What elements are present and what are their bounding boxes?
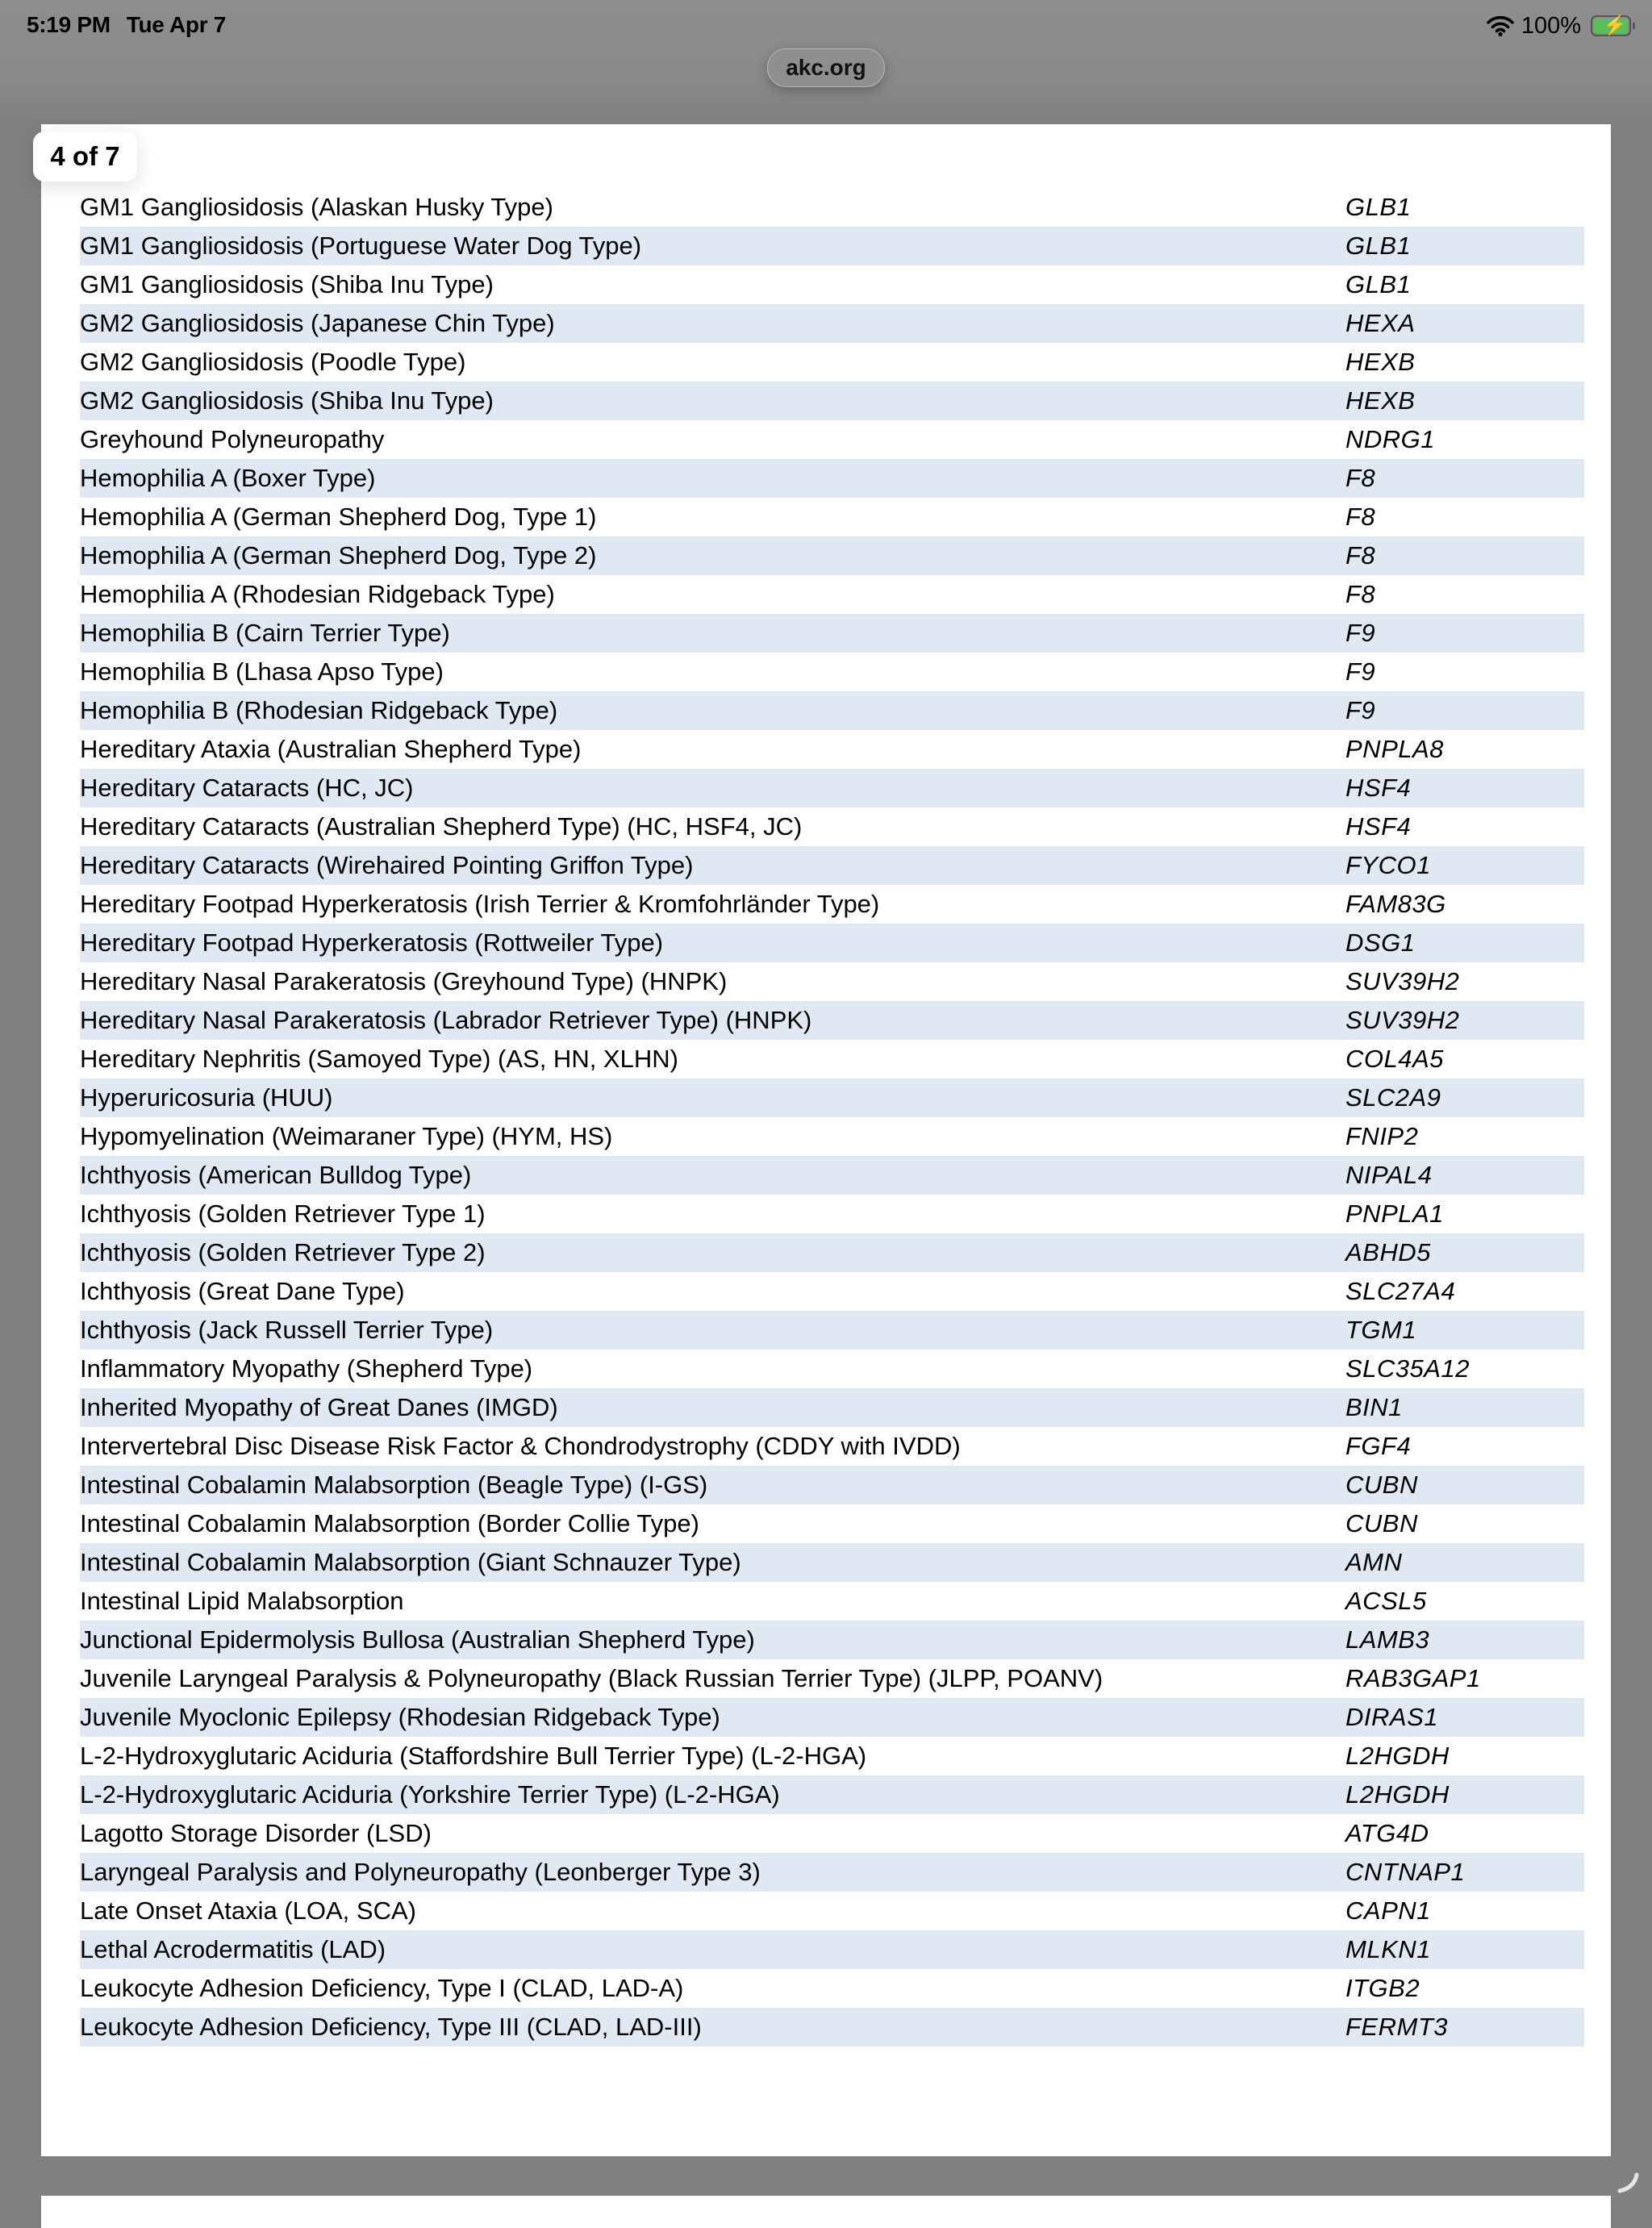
disease-name-cell: Intestinal Cobalamin Malabsorption (Giant Schnauzer Type): [80, 1548, 741, 1576]
table-row: [80, 1079, 1584, 1117]
table-row: [80, 1233, 1584, 1272]
disease-name-cell: GM2 Gangliosidosis (Shiba Inu Type): [80, 386, 494, 415]
disease-name-cell: Laryngeal Paralysis and Polyneuropathy (Leonberger Type 3): [80, 1858, 761, 1886]
table-row: [80, 1427, 1584, 1466]
gene-cell: F9: [1345, 696, 1376, 724]
table-row: [80, 730, 1584, 769]
gene-cell: F8: [1345, 580, 1376, 608]
disease-name-cell: Hereditary Footpad Hyperkeratosis (Irish Terrier & Kromfohrländer Type): [80, 890, 880, 918]
table-row: [80, 498, 1584, 536]
table-row: [80, 1311, 1584, 1350]
disease-name-cell: Hereditary Ataxia (Australian Shepherd Type): [80, 735, 582, 763]
gene-cell: F8: [1345, 503, 1376, 531]
table-row: [80, 1698, 1584, 1737]
disease-name-cell: Ichthyosis (Great Dane Type): [80, 1277, 405, 1305]
status-bar-indicators: [1486, 11, 1631, 40]
battery-percent: 100%: [1521, 12, 1581, 39]
table-row: [80, 769, 1584, 807]
table-row: [80, 691, 1584, 730]
disease-name-cell: Ichthyosis (Golden Retriever Type 2): [80, 1238, 486, 1266]
gene-cell: GLB1: [1345, 232, 1412, 260]
table-row: [80, 1466, 1584, 1504]
gene-cell: FERMT3: [1345, 2013, 1448, 2041]
table-row: [80, 420, 1584, 459]
gene-cell: LAMB3: [1345, 1625, 1430, 1654]
gene-cell: BIN1: [1345, 1393, 1403, 1421]
disease-name-cell: Juvenile Laryngeal Paralysis & Polyneuropathy (Black Russian Terrier Type) (JLPP, POANV): [80, 1664, 1103, 1692]
disease-name-cell: GM1 Gangliosidosis (Alaskan Husky Type): [80, 193, 553, 221]
disease-name-cell: Intestinal Cobalamin Malabsorption (Border Collie Type): [80, 1509, 699, 1537]
table-row: [80, 1350, 1584, 1388]
charging-bolt-icon: ⚡: [1603, 15, 1627, 36]
gene-cell: AMN: [1345, 1548, 1403, 1576]
gene-cell: DSG1: [1345, 928, 1416, 957]
table-row: [80, 1659, 1584, 1698]
gene-cell: SLC35A12: [1345, 1354, 1470, 1383]
disease-name-cell: Leukocyte Adhesion Deficiency, Type III (CLAD, LAD-III): [80, 2013, 702, 2041]
url-address-pill[interactable]: [767, 48, 885, 87]
table-row: [80, 265, 1584, 304]
disease-name-cell: Junctional Epidermolysis Bullosa (Australian Shepherd Type): [80, 1625, 755, 1654]
table-row: [80, 846, 1584, 885]
disease-name-cell: Hereditary Nephritis (Samoyed Type) (AS, HN, XLHN): [80, 1045, 678, 1073]
disease-name-cell: Hereditary Nasal Parakeratosis (Greyhound Type) (HNPK): [80, 967, 728, 995]
table-row: [80, 575, 1584, 614]
disease-name-cell: Hemophilia A (Rhodesian Ridgeback Type): [80, 580, 555, 608]
table-row: [80, 1582, 1584, 1621]
gene-cell: HSF4: [1345, 812, 1412, 841]
disease-gene-table: [80, 188, 1584, 2047]
table-row: [80, 536, 1584, 575]
gene-cell: FAM83G: [1345, 890, 1446, 918]
disease-name-cell: L-2-Hydroxyglutaric Aciduria (Staffordshire Bull Terrier Type) (L-2-HGA): [80, 1742, 867, 1770]
table-row: [80, 304, 1584, 343]
gene-cell: SLC2A9: [1345, 1083, 1441, 1112]
browser-top-bar: [0, 0, 1652, 124]
disease-name-cell: Late Onset Ataxia (LOA, SCA): [80, 1896, 416, 1925]
table-row: [80, 614, 1584, 653]
table-row: [80, 1272, 1584, 1311]
disease-name-cell: GM2 Gangliosidosis (Japanese Chin Type): [80, 309, 555, 337]
table-row: [80, 1775, 1584, 1814]
table-row: [80, 1892, 1584, 1930]
gene-cell: L2HGDH: [1345, 1742, 1450, 1770]
disease-name-cell: Ichthyosis (Golden Retriever Type 1): [80, 1200, 486, 1228]
table-row: [80, 1814, 1584, 1853]
table-row: [80, 2008, 1584, 2047]
gene-cell: HEXB: [1345, 386, 1416, 415]
table-row: [80, 1543, 1584, 1582]
gene-cell: F9: [1345, 657, 1376, 686]
disease-name-cell: Hemophilia A (Boxer Type): [80, 464, 376, 492]
gene-cell: NIPAL4: [1345, 1161, 1433, 1189]
table-row: [80, 1001, 1584, 1040]
disease-name-cell: Hemophilia B (Lhasa Apso Type): [80, 657, 444, 686]
table-row: [80, 962, 1584, 1001]
battery-charging-icon: [1591, 15, 1631, 36]
gene-cell: PNPLA1: [1345, 1200, 1444, 1228]
gene-cell: HSF4: [1345, 774, 1412, 802]
status-time: 5:19 PM: [27, 12, 111, 37]
table-row: [80, 1504, 1584, 1543]
table-row: [80, 382, 1584, 420]
gene-cell: COL4A5: [1345, 1045, 1444, 1073]
table-row: [80, 807, 1584, 846]
table-row: [80, 924, 1584, 962]
disease-name-cell: Inherited Myopathy of Great Danes (IMGD): [80, 1393, 558, 1421]
disease-name-cell: GM1 Gangliosidosis (Shiba Inu Type): [80, 270, 494, 298]
gene-cell: CUBN: [1345, 1509, 1418, 1537]
gene-cell: HEXA: [1345, 309, 1416, 337]
table-row: [80, 1117, 1584, 1156]
table-row: [80, 1853, 1584, 1892]
disease-name-cell: Hypomyelination (Weimaraner Type) (HYM, HS): [80, 1122, 613, 1150]
disease-name-cell: Ichthyosis (American Bulldog Type): [80, 1161, 472, 1189]
table-row: [80, 653, 1584, 691]
page-indicator: [33, 131, 137, 181]
table-row: [80, 1195, 1584, 1233]
disease-name-cell: Hyperuricosuria (HUU): [80, 1083, 333, 1112]
gene-cell: ATG4D: [1345, 1819, 1429, 1847]
table-row: [80, 188, 1584, 227]
disease-name-cell: L-2-Hydroxyglutaric Aciduria (Yorkshire Terrier Type) (L-2-HGA): [80, 1780, 780, 1809]
resize-handle-icon[interactable]: [1617, 2170, 1641, 2194]
gene-cell: DIRAS1: [1345, 1703, 1438, 1731]
page-indicator-text: 4 of 7: [50, 141, 120, 171]
disease-name-cell: Lethal Acrodermatitis (LAD): [80, 1935, 386, 1963]
gene-cell: ACSL5: [1345, 1587, 1427, 1615]
pdf-next-page-edge: [41, 2196, 1611, 2228]
gene-cell: CAPN1: [1345, 1896, 1431, 1925]
gene-cell: GLB1: [1345, 270, 1412, 298]
disease-name-cell: Hereditary Cataracts (Australian Shepherd Type) (HC, HSF4, JC): [80, 812, 803, 841]
disease-name-cell: Lagotto Storage Disorder (LSD): [80, 1819, 432, 1847]
table-row: [80, 1969, 1584, 2008]
disease-name-cell: Hemophilia A (German Shepherd Dog, Type 2): [80, 541, 597, 570]
gene-cell: FYCO1: [1345, 851, 1431, 879]
gene-cell: MLKN1: [1345, 1935, 1431, 1963]
wifi-icon: [1486, 15, 1515, 37]
gene-cell: SLC27A4: [1345, 1277, 1456, 1305]
gene-cell: SUV39H2: [1345, 1006, 1460, 1034]
status-date: Tue Apr 7: [126, 12, 227, 37]
gene-cell: SUV39H2: [1345, 967, 1460, 995]
gene-cell: CUBN: [1345, 1471, 1418, 1499]
disease-name-cell: GM2 Gangliosidosis (Poodle Type): [80, 348, 466, 376]
gene-cell: F8: [1345, 464, 1376, 492]
table-row: [80, 1930, 1584, 1969]
table-row: [80, 1388, 1584, 1427]
gene-cell: ITGB2: [1345, 1974, 1420, 2002]
table-row: [80, 1737, 1584, 1775]
table-row: [80, 1156, 1584, 1195]
battery-nub: [1633, 23, 1635, 29]
gene-cell: RAB3GAP1: [1345, 1664, 1481, 1692]
disease-name-cell: Intervertebral Disc Disease Risk Factor & Chondrodystrophy (CDDY with IVDD): [80, 1432, 961, 1460]
gene-cell: FNIP2: [1345, 1122, 1419, 1150]
gene-cell: ABHD5: [1345, 1238, 1431, 1266]
gene-cell: TGM1: [1345, 1316, 1417, 1344]
disease-name-cell: Leukocyte Adhesion Deficiency, Type I (CLAD, LAD-A): [80, 1974, 684, 2002]
table-row: [80, 343, 1584, 382]
disease-name-cell: Greyhound Polyneuropathy: [80, 425, 385, 453]
status-bar-datetime: [27, 12, 242, 38]
url-text: akc.org: [786, 55, 866, 80]
gene-cell: NDRG1: [1345, 425, 1436, 453]
disease-name-cell: Hereditary Footpad Hyperkeratosis (Rottweiler Type): [80, 928, 664, 957]
disease-name-cell: Hemophilia A (German Shepherd Dog, Type 1): [80, 503, 597, 531]
gene-cell: HEXB: [1345, 348, 1416, 376]
disease-name-cell: GM1 Gangliosidosis (Portuguese Water Dog Type): [80, 232, 642, 260]
gene-cell: L2HGDH: [1345, 1780, 1450, 1809]
disease-name-cell: Hemophilia B (Cairn Terrier Type): [80, 619, 450, 647]
disease-name-cell: Hereditary Nasal Parakeratosis (Labrador Retriever Type) (HNPK): [80, 1006, 812, 1034]
disease-name-cell: Intestinal Lipid Malabsorption: [80, 1587, 404, 1615]
table-row: [80, 1040, 1584, 1079]
disease-name-cell: Inflammatory Myopathy (Shepherd Type): [80, 1354, 533, 1383]
table-row: [80, 459, 1584, 498]
disease-name-cell: Hereditary Cataracts (Wirehaired Pointing Griffon Type): [80, 851, 694, 879]
disease-name-cell: Hemophilia B (Rhodesian Ridgeback Type): [80, 696, 558, 724]
gene-cell: GLB1: [1345, 193, 1412, 221]
gene-cell: FGF4: [1345, 1432, 1412, 1460]
disease-name-cell: Hereditary Cataracts (HC, JC): [80, 774, 414, 802]
disease-name-cell: Intestinal Cobalamin Malabsorption (Beagle Type) (I-GS): [80, 1471, 708, 1499]
gene-cell: PNPLA8: [1345, 735, 1444, 763]
table-row: [80, 1621, 1584, 1659]
gene-cell: F9: [1345, 619, 1376, 647]
table-row: [80, 227, 1584, 265]
gene-cell: F8: [1345, 541, 1376, 570]
disease-name-cell: Ichthyosis (Jack Russell Terrier Type): [80, 1316, 494, 1344]
table-row: [80, 885, 1584, 924]
gene-cell: CNTNAP1: [1345, 1858, 1466, 1886]
disease-name-cell: Juvenile Myoclonic Epilepsy (Rhodesian Ridgeback Type): [80, 1703, 720, 1731]
